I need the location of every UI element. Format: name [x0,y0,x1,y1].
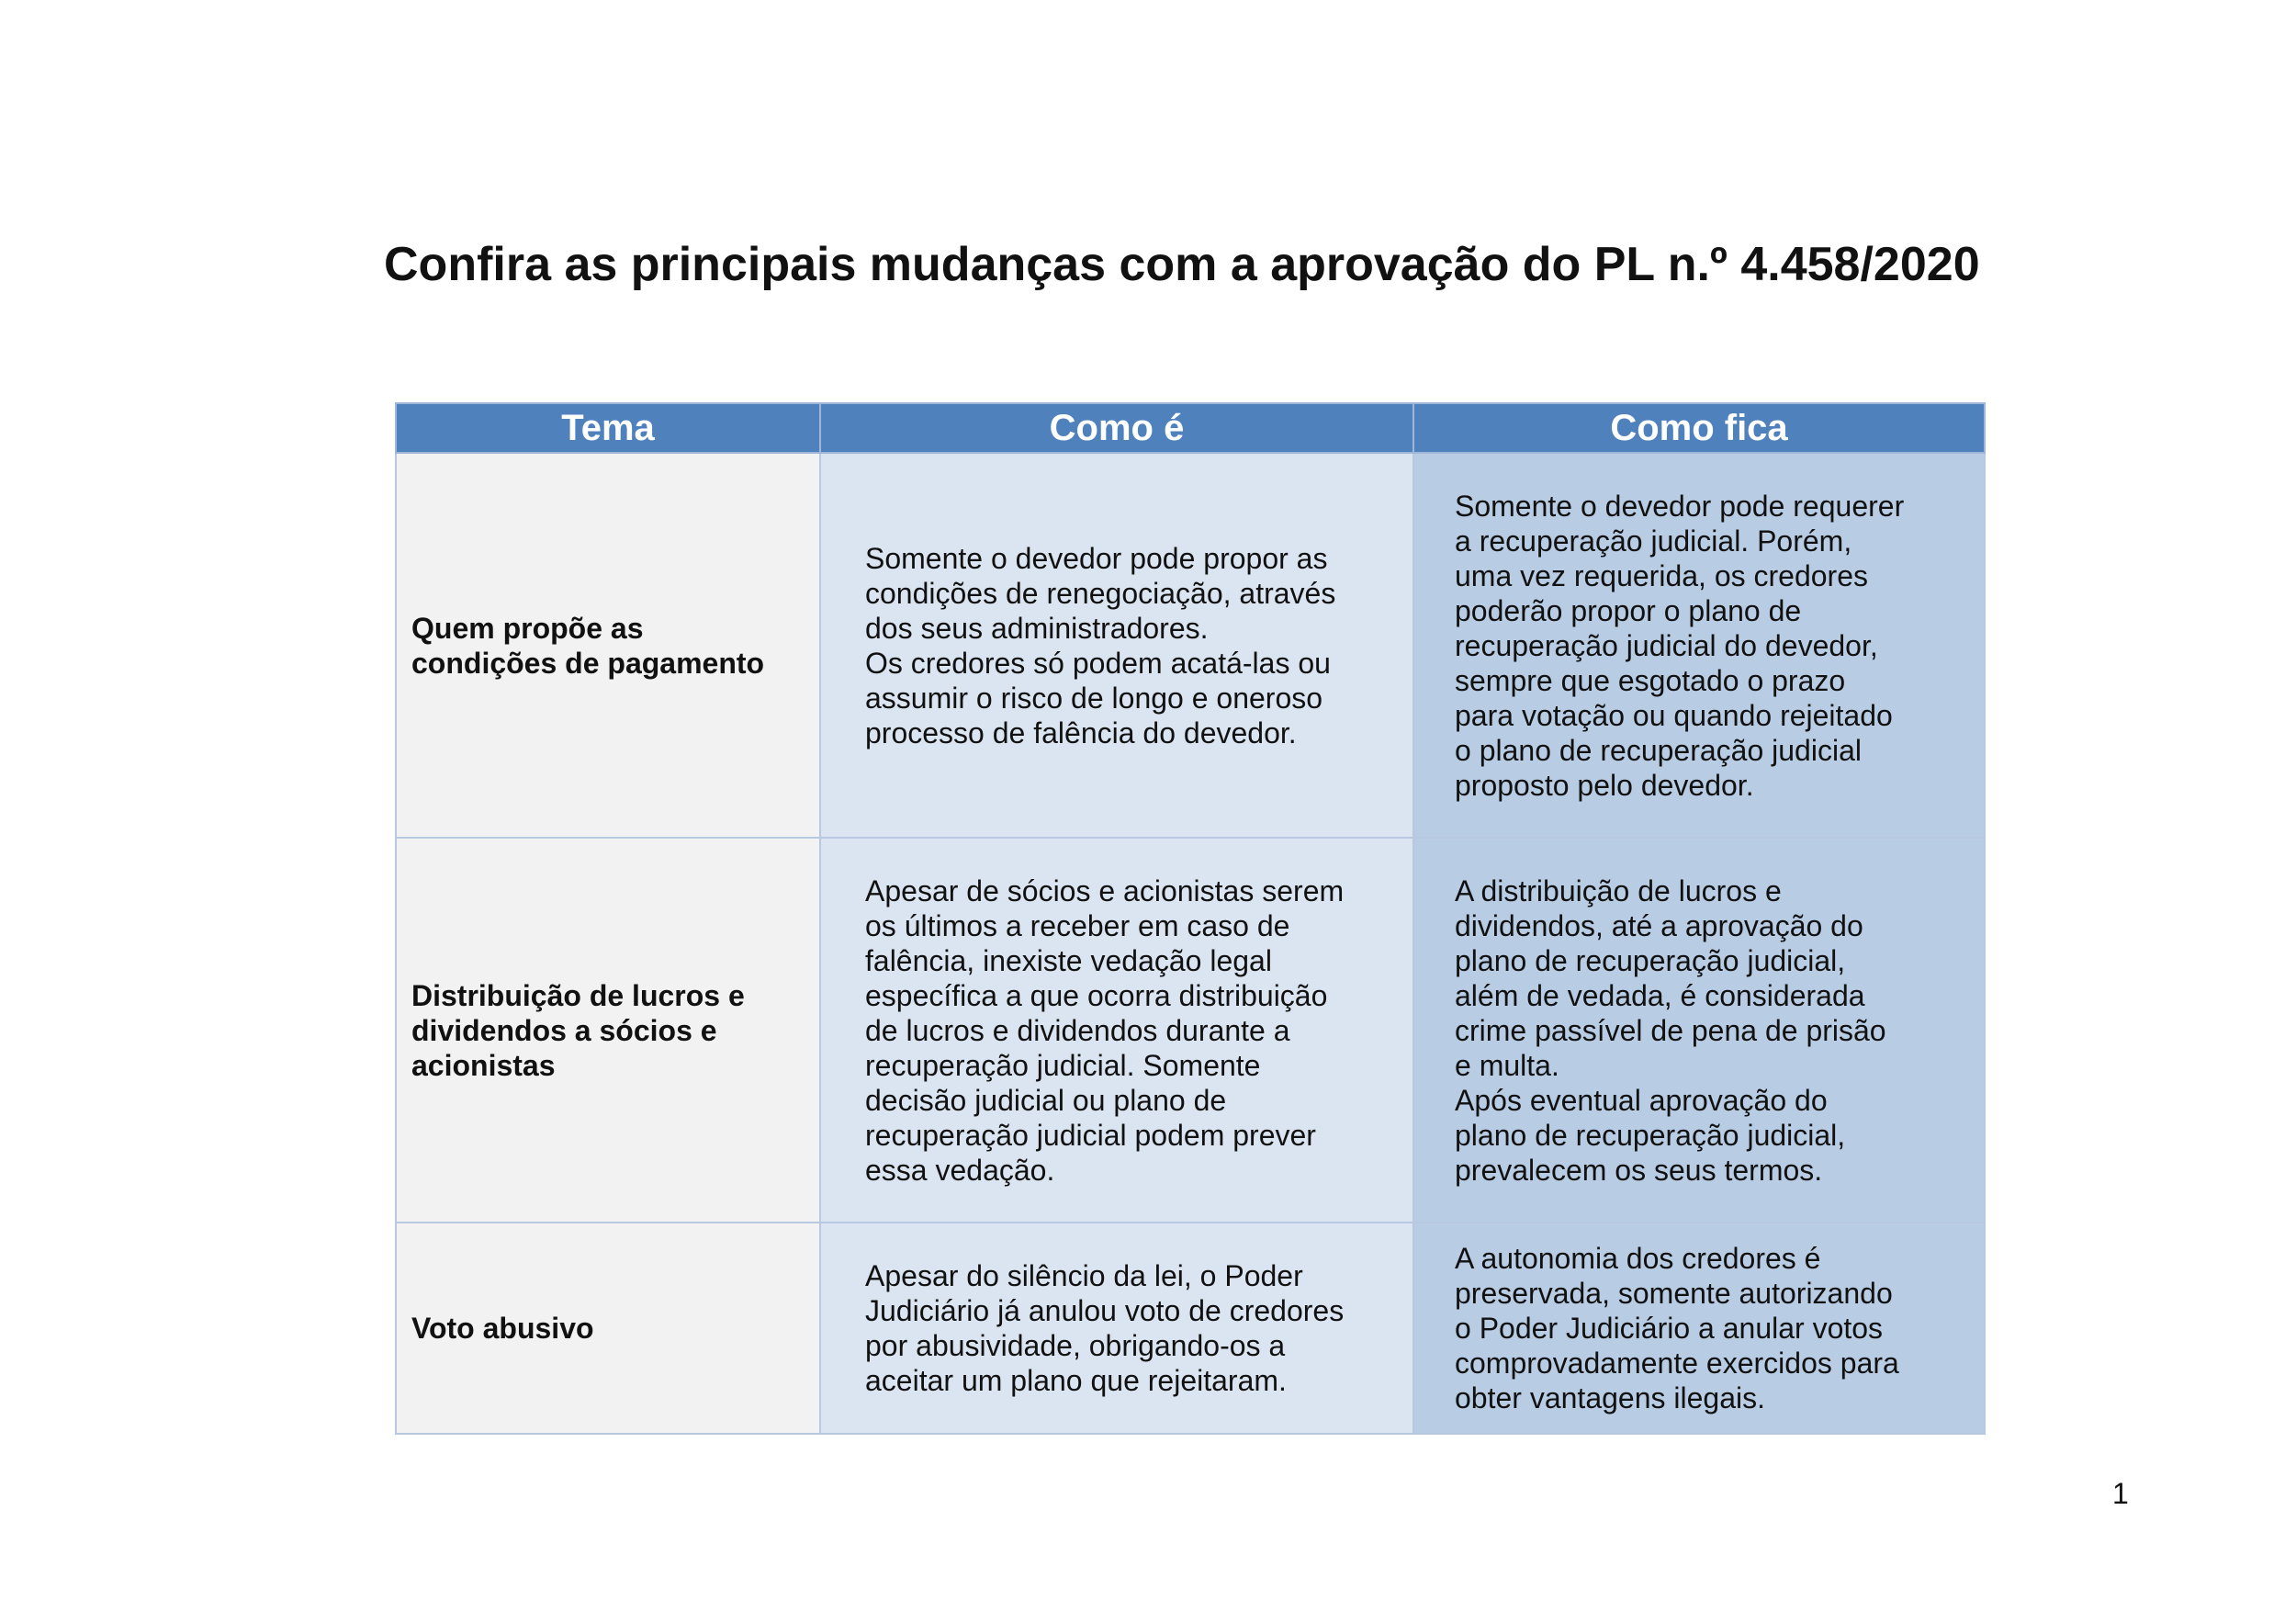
text-line: além de vedada, é considerada [1455,978,1865,1012]
table-header-row [396,403,1985,453]
text-line: aceitar um plano que rejeitaram. [865,1364,1287,1397]
text-line: obter vantagens ilegais. [1455,1381,1765,1414]
text-line: uma vez requerida, os credores [1455,558,1868,592]
header-tema: Tema [396,403,820,453]
table-row [396,838,1985,1223]
table-row [396,453,1985,838]
text-line: a recuperação judicial. Porém, [1455,524,1852,558]
text-line: Voto abusivo [411,1312,594,1345]
text-line: assumir o risco de longo e oneroso [865,681,1323,715]
current-rule-cell [820,453,1413,838]
text-line: específica a que ocorra distribuição [865,978,1328,1012]
new-rule-cell [1413,453,1985,838]
text-line: condições de renegociação, através [865,576,1336,610]
text-line: A distribuição de lucros e [1455,873,1782,907]
text-line: recuperação judicial. Somente [865,1048,1261,1082]
page-number: 1 [2112,1477,2129,1510]
text-line: Quem propõe as [411,611,644,645]
text-line: de lucros e dividendos durante a [865,1013,1290,1047]
text-line: recuperação judicial podem prever [865,1118,1316,1152]
text-line: o Poder Judiciário a anular votos [1455,1312,1884,1345]
text-line: dividendos a sócios e [411,1013,717,1047]
text-line: os últimos a receber em caso de [865,908,1290,942]
text-line: sempre que esgotado o prazo [1455,663,1846,697]
text-line: processo de falência do devedor. [865,716,1297,750]
topic-cell [396,1223,820,1434]
text-line: acionistas [411,1048,556,1082]
text-line: preservada, somente autorizando [1455,1277,1893,1310]
page-title: Confira as principais mudanças com a aprovação do PL n.º 4.458/2020 [384,238,1980,291]
changes-table [395,402,1986,1435]
current-rule-cell [820,1223,1413,1434]
text-line: Apesar do silêncio da lei, o Poder [865,1259,1303,1292]
text-line: Somente o devedor pode requerer [1455,489,1905,523]
text-line: Após eventual aprovação do [1455,1083,1828,1117]
text-line: Judiciário já anulou voto de credores [865,1294,1345,1327]
text-line: essa vedação. [865,1153,1055,1187]
text-line: recuperação judicial do devedor, [1455,628,1878,662]
text-line: para votação ou quando rejeitado [1455,698,1893,732]
text-line: Somente o devedor pode propor as [865,541,1328,575]
text-line: dividendos, até a aprovação do [1455,908,1863,942]
text-line: Os credores só podem acatá-las ou [865,646,1331,680]
text-line: proposto pelo devedor. [1455,768,1754,802]
text-line: por abusividade, obrigando-os a [865,1329,1286,1362]
text-line: Distribuição de lucros e [411,978,745,1012]
topic-cell [396,838,820,1223]
text-line: condições de pagamento [411,646,765,680]
text-line: Apesar de sócios e acionistas serem [865,873,1345,907]
text-line: falência, inexiste vedação legal [865,943,1272,977]
text-line: e multa. [1455,1048,1559,1082]
current-rule-cell [820,838,1413,1223]
new-rule-cell [1413,1223,1985,1434]
text-line: plano de recuperação judicial, [1455,943,1846,977]
topic-cell [396,453,820,838]
text-line: A autonomia dos credores é [1455,1242,1821,1275]
text-line: prevalecem os seus termos. [1455,1153,1823,1187]
text-line: comprovadamente exercidos para [1455,1347,1899,1380]
header-como-fica: Como fica [1413,403,1985,453]
new-rule-cell [1413,838,1985,1223]
text-line: o plano de recuperação judicial [1455,733,1862,767]
text-line: dos seus administradores. [865,611,1209,645]
table-row [396,1223,1985,1434]
text-line: plano de recuperação judicial, [1455,1118,1846,1152]
text-line: crime passível de pena de prisão [1455,1013,1886,1047]
text-line: poderão propor o plano de [1455,593,1802,627]
text-line: decisão judicial ou plano de [865,1083,1227,1117]
header-como-e: Como é [820,403,1413,453]
